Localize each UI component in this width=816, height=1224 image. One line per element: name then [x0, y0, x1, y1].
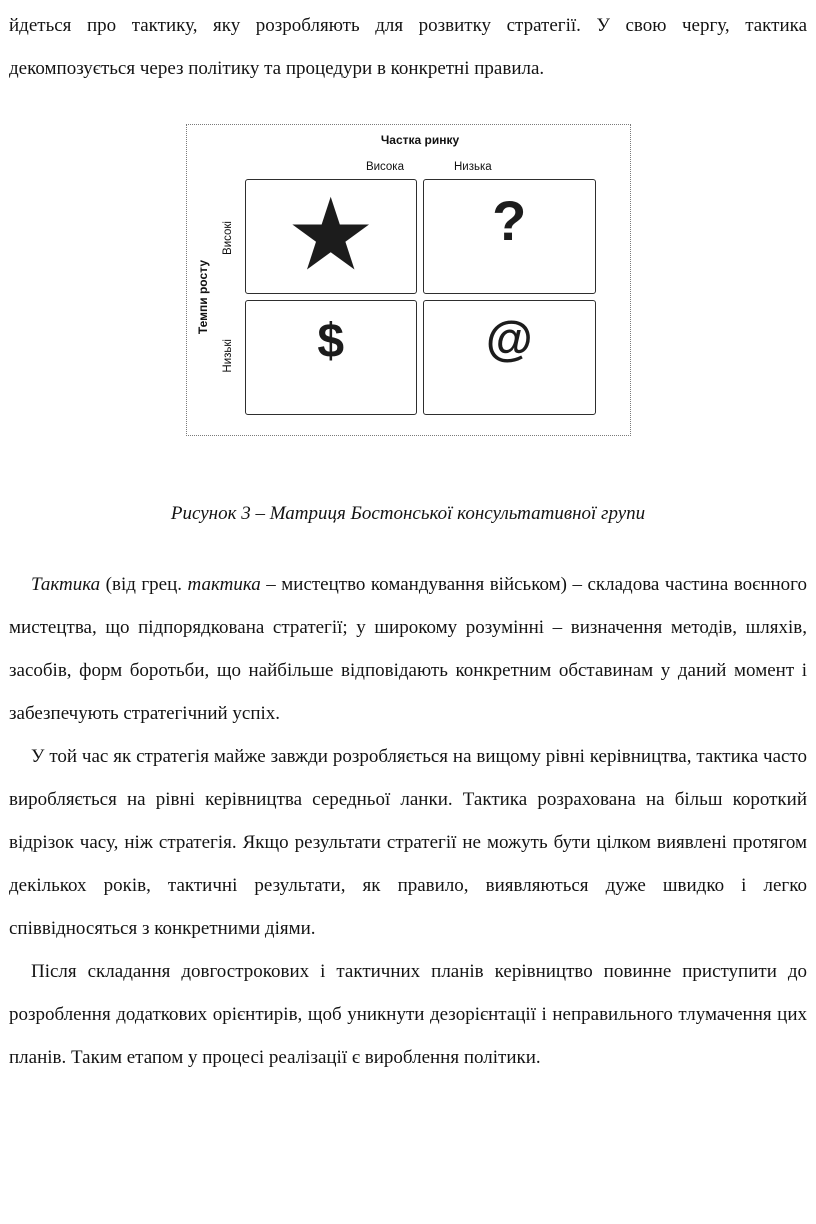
matrix-x-label-high: Висока: [365, 161, 404, 173]
paragraph-tactics-definition: [9, 563, 807, 735]
matrix-quadrants: [245, 179, 596, 415]
quadrant-question-marks: [423, 179, 596, 294]
matrix-frame: [186, 124, 631, 436]
quadrant-dogs: [423, 300, 596, 415]
matrix-y-label-high-slot: [213, 179, 245, 297]
tactics-greek-italic: тактика: [187, 574, 261, 595]
dollar-icon: $: [317, 314, 345, 368]
question-mark-icon: ?: [492, 188, 527, 252]
matrix-y-label-low: Низькі: [222, 339, 234, 373]
matrix-y-axis-title: Темпи росту: [196, 259, 210, 335]
figure-bcg-matrix: [186, 124, 631, 436]
tactics-mid-text: (від грец.: [100, 574, 188, 595]
matrix-y-labels: [213, 179, 245, 415]
quadrant-stars: [245, 179, 418, 294]
paragraph-intro: йдеться про тактику, яку розробляють для розвитку стратегії. У свою чергу, тактика декомпозується через політику та процедури в конкретні правила.: [9, 15, 807, 79]
matrix-x-label-low: Низька: [454, 161, 492, 173]
quadrant-cash-cows: [245, 300, 418, 415]
tactics-term-italic: Тактика: [31, 574, 101, 595]
matrix-y-label-high: Високі: [222, 221, 234, 255]
matrix-x-labels: [245, 161, 596, 174]
matrix-body: [195, 179, 596, 415]
star-icon: ★: [285, 179, 376, 293]
matrix-y-label-low-slot: [213, 297, 245, 415]
tactics-rest-text: – мистецтво командування військом) – складова частина воєнного мистецтва, що підпорядкована стратегії; у широкому розумінні – визначення методів, шляхів, засобів, форм боротьби, що найбільше відповідають конкретним обставинам у даний момент і забезпечують стратегічний успіх.: [9, 574, 807, 724]
paragraph-strategy-vs-tactics: У той час як стратегія майже завжди розробляється на вищому рівні керівництва, тактика часто виробляється на рівні керівництва середньої ланки. Тактика розрахована на більш короткий відрізок часу, ніж стратегія. Якщо результати стратегії не можуть бути цілком виявлені протягом декількох років, тактичні результати, як правило, виявляються дуже швидко і легко співвідносяться з конкретними діями.: [9, 746, 807, 939]
at-icon: @: [485, 312, 533, 366]
paragraph-policy: Після складання довгострокових і тактичних планів керівництво повинне приступити до розроблення додаткових орієнтирів, щоб уникнути дезорієнтації і неправильного тлумачення цих планів. Таким етапом у процесі реалізації є вироблення політики.: [9, 961, 807, 1068]
matrix-x-axis-title: Частка ринку: [380, 133, 460, 147]
figure-caption: Рисунок 3 – Матриця Бостонської консультативної групи: [170, 503, 646, 524]
matrix-y-axis: [195, 179, 213, 415]
